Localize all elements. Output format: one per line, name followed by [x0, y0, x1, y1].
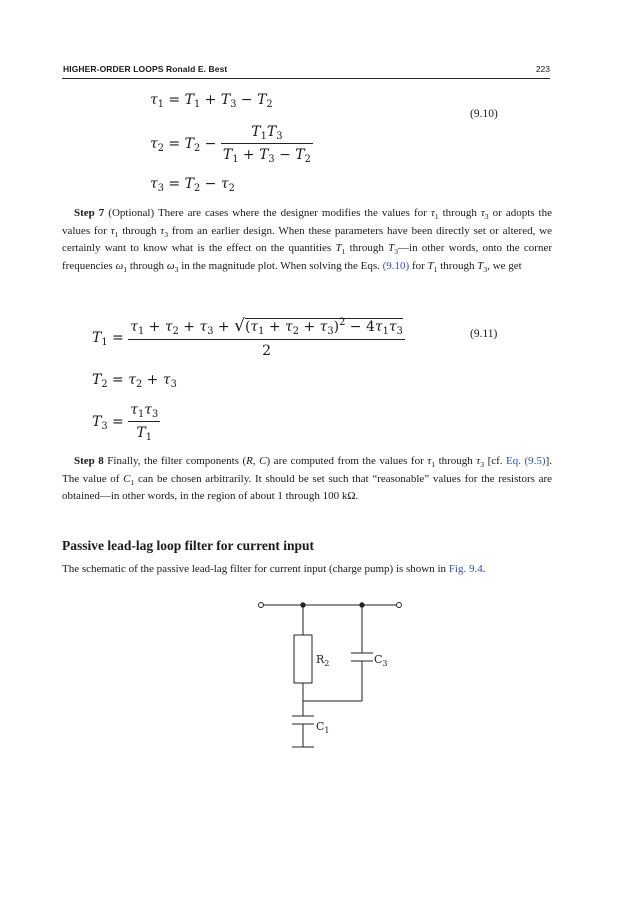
eq-number-9-10: (9.10) — [470, 108, 498, 120]
eq-tau2: $\tau_2 = T_2$ − $\frac{T_1T_3}{T_1 + T_3 - T_2}$ — [150, 124, 311, 165]
eq-tau1: $\tau_1 = T_1 + T_3 - T_2$ — [150, 92, 273, 110]
eq-tau3: $\tau_3 = T_2 - \tau_2$ — [150, 176, 235, 194]
header-rule — [62, 78, 550, 79]
filter-schematic — [250, 595, 410, 770]
step8-paragraph: Step 8 Finally, the filter components (R, C) are computed from the values for $\tau_1$ through $\tau_3$ [cf. Eq. (9.5)]. The value of $C_1$ can be chosen arbitrarily. It should be set such that “reasonable” values for the resistors are obtained—in other words, in the region of about 1 through 100 kΩ. — [62, 455, 553, 503]
step7-paragraph: Step 7 (Optional) There are cases where the designer modifies the values for $\tau_1$ through $\tau_3$ or adopts the values for $\tau_1$ through $\tau_3$ from an earlier design. When these parameters have been directly set or altered, we certainly want to know what is the effect on the quantities $T_1$ through $T_3—in$ other words, onto the corner frequencies $\omega_1$ through $\omega_3$ in the magnitude plot. When solving the Eqs. (9.10) for $T_1$ through $T_3$, we get — [62, 207, 552, 275]
step8-label: Step 8 — [74, 455, 104, 467]
fig-9-4-link[interactable]: Fig. 9.4 — [448, 563, 483, 575]
running-header: HIGHER-ORDER LOOPS Ronald E. Best — [63, 64, 228, 74]
eq-9-5-link[interactable]: Eq. (9.5) — [506, 455, 546, 467]
label-c1: $C_1$ — [316, 720, 330, 735]
eq-T3: $T_3$ = $\frac{\tau_1\tau_3}{T_1}$ — [92, 402, 159, 443]
step7-label: Step 7 — [74, 207, 105, 219]
eq-T1: $T_1$ = $\frac{\tau_1 + \tau_2 + \tau_3 + √(\tau_1 + \tau_2 + \tau_3)^2 - 4\tau_1\tau_3}{2}$ — [92, 316, 403, 359]
section-paragraph: The schematic of the passive lead-lag filter for current input (charge pump) is shown in Fig. 9.4. — [62, 563, 486, 575]
page-number: 223 — [535, 64, 550, 74]
eq-9-10-link[interactable]: (9.10) — [382, 260, 410, 273]
input-terminal — [259, 603, 264, 608]
section-heading: Passive lead-lag loop filter for current input — [62, 538, 314, 553]
label-c3: $C_3$ — [374, 653, 388, 668]
eq-number-9-11: (9.11) — [470, 328, 498, 340]
eq-T2: $T_2 = \tau_2 + \tau_3$ — [92, 372, 177, 390]
resistor-r2 — [294, 635, 312, 683]
output-terminal — [397, 603, 402, 608]
label-r2: $R_2$ — [316, 653, 330, 668]
